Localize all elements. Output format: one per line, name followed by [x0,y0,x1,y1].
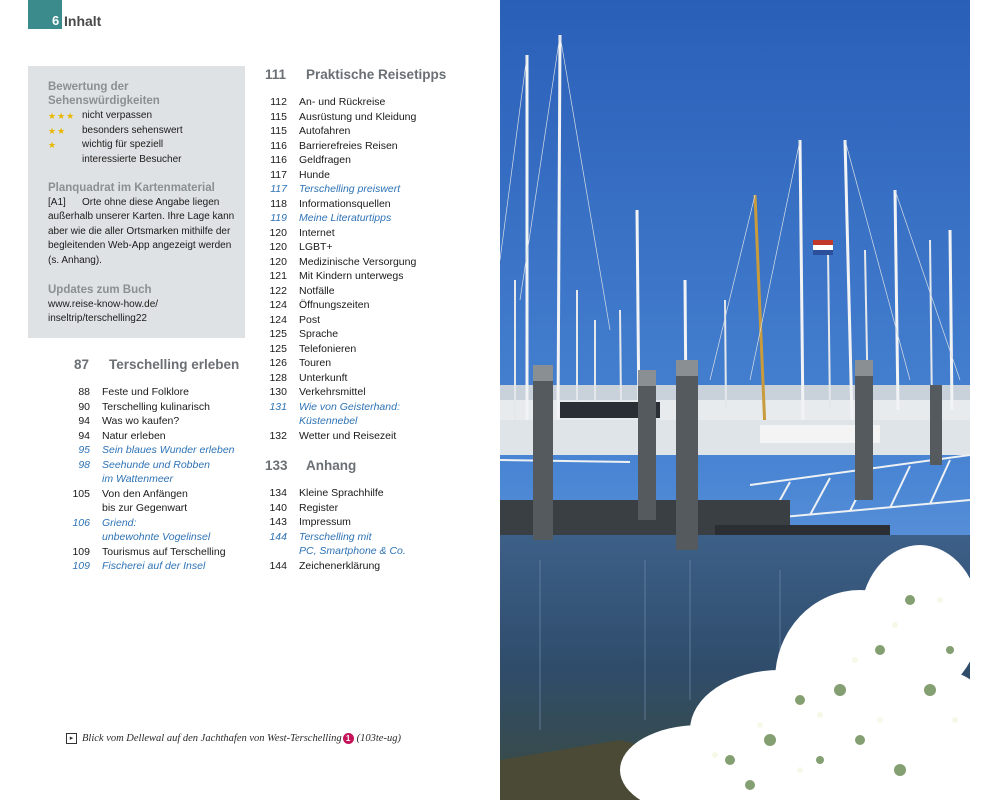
toc-entry[interactable] [257,182,457,197]
toc-entry-title: Wetter und Reisezeit [299,429,397,442]
toc-page-number: 120 [269,255,287,268]
toc-entry[interactable] [60,414,250,429]
grid-text-line1: Orte ohne diese Angabe liegen [82,197,220,208]
toc-entry[interactable] [257,139,457,154]
toc-entry[interactable] [257,313,457,328]
toc-entry-title: Autofahren [299,125,351,137]
toc-entry[interactable] [257,327,457,342]
toc-entry[interactable] [257,211,457,226]
toc-entry-title: Mit Kindern unterwegs [299,270,404,282]
page-title: Inhalt [64,13,102,29]
grid-heading: Planquadrat im Kartenmaterial [48,182,215,194]
toc-page-number: 134 [269,487,287,499]
toc-page-number: 120 [269,241,287,253]
arrow-box-icon: ▸ [66,733,77,744]
section-title-anhang[interactable]: Anhang [306,458,357,473]
toc-entry-title: An- und Rückreise [299,96,386,108]
toc-page-number: 116 [270,154,287,166]
toc-page-number: 94 [78,415,90,427]
toc-entry-title: Register [299,501,339,514]
rating-heading: Bewertung der [48,81,129,93]
three-star-icon: ★★★ [48,111,76,121]
toc-entry[interactable] [60,559,250,574]
toc-entry-title: Von den Anfängen [102,487,188,500]
rating-heading-line2: Sehenswürdigkeiten [48,95,160,107]
toc-entry[interactable] [257,429,457,444]
toc-page-number: 112 [270,96,287,108]
toc-entry[interactable] [60,545,250,560]
toc-page-number: 116 [270,139,287,152]
toc-entry[interactable] [60,501,250,516]
toc-entry[interactable] [257,197,457,212]
toc-entry[interactable] [257,284,457,299]
toc-page-number: 117 [270,183,287,195]
toc-entry-title: Barrierefreies Reisen [299,139,398,152]
toc-page-number: 121 [269,270,287,282]
toc-entry[interactable] [257,110,457,125]
toc-entry[interactable] [257,385,457,400]
toc-entry-title: Öffnungszeiten [299,299,370,311]
toc-page-number: 125 [269,342,287,355]
toc-page-number: 143 [269,516,287,528]
rating-one-text-line2: interessierte Besucher [82,154,182,165]
toc-page-number: 95 [78,444,90,456]
toc-entry-title: Fischerei auf der Insel [102,560,206,572]
toc-page-number: 132 [269,429,287,442]
section-number-erleben: 87 [74,357,90,372]
toc-entry-title: Touren [299,357,332,369]
toc-page-number: 109 [72,545,90,558]
toc-entry-title: Internet [299,226,335,239]
toc-entry-title: Notfälle [299,284,335,297]
toc-list-reisetipps [257,95,457,443]
toc-page-number: 128 [269,371,287,384]
toc-entry-title: im Wattenmeer [102,473,173,485]
toc-entry[interactable] [257,371,457,386]
section-title-reisetipps[interactable]: Praktische Reisetipps [306,67,447,82]
map-badge: 1 [343,733,354,744]
caption-text: Blick vom Dellewal auf den Jachthafen von West-Terschelling [82,733,342,744]
toc-entry[interactable] [60,458,250,473]
rating-three-text: nicht verpassen [82,110,153,121]
toc-entry[interactable] [60,385,250,400]
toc-page-number: 106 [72,516,90,529]
grid-text-line5: (s. Anhang). [48,255,102,266]
toc-entry-title: Seehunde und Robben [102,458,211,471]
toc-entry[interactable] [257,168,457,183]
toc-entry[interactable] [257,486,457,501]
section-number-reisetipps: 111 [265,67,287,82]
grid-text-line4: begleitenden Web-App angezeigt werden [48,240,232,251]
toc-entry[interactable] [60,472,250,487]
toc-entry-title: Ausrüstung und Kleidung [299,110,417,123]
toc-entry-title: Telefonieren [299,342,357,355]
toc-entry[interactable] [257,414,457,429]
toc-page-number: 140 [269,501,287,514]
toc-entry[interactable] [257,95,457,110]
toc-entry[interactable] [60,487,250,502]
toc-page-number: 117 [270,168,287,181]
toc-page-number: 120 [269,226,287,239]
toc-page-number: 115 [270,125,287,137]
toc-entry-title: Informationsquellen [299,197,391,210]
toc-entry[interactable] [257,240,457,255]
toc-entry[interactable] [257,356,457,371]
toc-page-number: 105 [72,487,90,500]
toc-page-number: 144 [269,530,287,543]
page-number: 6 [52,13,60,28]
toc-entry-title: unbewohnte Vogelinsel [102,531,211,543]
toc-entry-title: LGBT+ [299,241,333,253]
section-title-erleben[interactable]: Terschelling erleben [109,357,240,372]
toc-entry-title: Was wo kaufen? [102,415,180,427]
section-number-anhang: 133 [265,458,288,473]
toc-entry-title: Küstennebel [299,415,358,427]
toc-entry-title: Terschelling mit [299,530,372,543]
toc-entry[interactable] [257,530,457,545]
toc-entry-title: Natur erleben [102,429,166,442]
toc-page-number: 130 [269,386,287,398]
toc-page-number: 125 [269,328,287,340]
toc-entry[interactable] [257,124,457,139]
toc-page-number: 124 [269,313,287,326]
toc-entry-title: Tourismus auf Terschelling [102,545,226,558]
toc-entry[interactable] [257,342,457,357]
toc-entry-title: Impressum [299,516,351,528]
toc-entry-title: Sein blaues Wunder erleben [102,444,235,456]
toc-page-number: 98 [78,458,90,471]
toc-entry-title: Verkehrsmittel [299,386,366,398]
updates-url-line1[interactable]: www.reise-know-how.de/ [48,299,159,310]
two-star-icon: ★★ [48,126,67,136]
toc-entry[interactable] [60,429,250,444]
toc-page-number: 119 [270,212,287,224]
grid-code: [A1] [48,197,66,208]
toc-page-number: 124 [269,299,287,311]
caption-ref: (103te-ug) [356,733,401,744]
toc-entry-title: Griend: [102,516,137,529]
toc-entry[interactable] [60,516,250,531]
toc-entry-title: Hunde [299,168,330,181]
toc-entry-title: Sprache [299,328,339,340]
grid-text-line3: aber wie die aller Ortsmarken mithilfe der [48,226,231,237]
toc-entry-title: Wie von Geisterhand: [299,400,400,413]
toc-entry[interactable] [257,400,457,415]
toc-entry[interactable] [60,530,250,545]
toc-entry[interactable] [257,515,457,530]
toc-entry-title: Unterkunft [299,371,348,384]
toc-list-erleben [60,385,250,574]
one-star-icon: ★ [48,140,58,150]
toc-page-number: 88 [78,386,90,398]
toc-page-number: 118 [270,197,287,210]
toc-page-number: 109 [72,560,90,572]
toc-entry-title: bis zur Gegenwart [102,502,188,514]
toc-entry-title: Meine Literaturtipps [299,212,392,224]
toc-entry-title: Geldfragen [299,154,351,166]
toc-entry[interactable] [60,443,250,458]
updates-url-line2[interactable]: inseltrip/terschelling22 [48,313,147,324]
harbour-photo [500,0,970,800]
toc-entry[interactable] [257,501,457,516]
toc-page-number: 90 [78,400,90,413]
toc-entry[interactable] [257,269,457,284]
toc-page-number: 144 [269,559,287,572]
toc-entry[interactable] [257,153,457,168]
toc-entry[interactable] [60,400,250,415]
toc-entry-title: Medizinische Versorgung [299,255,417,268]
toc-entry-title: Post [299,313,321,326]
toc-list-anhang [257,486,457,573]
rating-two-text: besonders sehenswert [82,125,183,136]
toc-entry[interactable] [257,255,457,270]
photo-caption [66,733,401,744]
toc-page-number: 131 [269,400,287,413]
toc-entry[interactable] [257,559,457,574]
toc-entry[interactable] [257,226,457,241]
grid-text-line2: außerhalb unserer Karten. Ihre Lage kann [48,211,235,222]
toc-entry-title: PC, Smartphone & Co. [299,545,406,557]
toc-entry-title: Terschelling kulinarisch [102,400,210,413]
toc-page-number: 94 [78,429,90,442]
toc-entry[interactable] [257,298,457,313]
rating-one-text: wichtig für speziell [82,139,164,150]
toc-page-number: 126 [269,357,287,369]
toc-page-number: 122 [269,284,287,297]
toc-entry-title: Terschelling preiswert [299,183,401,195]
toc-entry-title: Zeichenerklärung [299,559,381,572]
toc-entry-title: Feste und Folklore [102,386,189,398]
updates-heading: Updates zum Buch [48,284,152,296]
toc-entry-title: Kleine Sprachhilfe [299,487,384,499]
toc-entry[interactable] [257,544,457,559]
toc-page-number: 115 [270,110,287,123]
